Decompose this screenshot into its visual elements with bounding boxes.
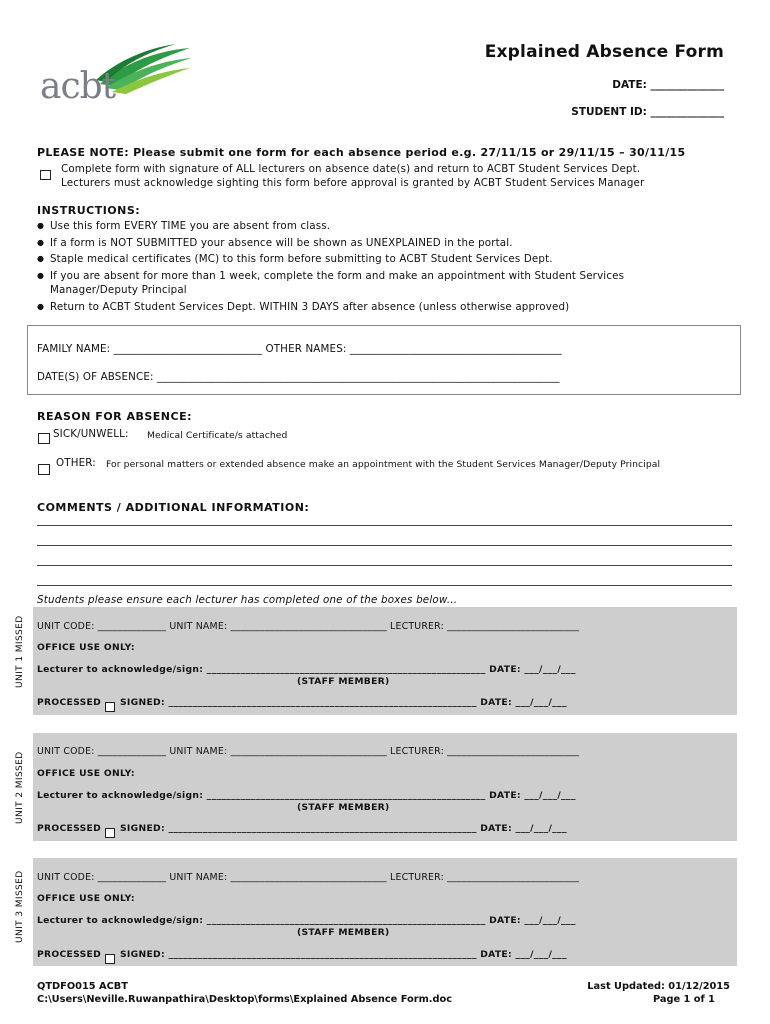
signed-field[interactable]: SIGNED: _______________________________________________________________ DATE: ___/___/___ [120, 697, 567, 708]
form-title: Explained Absence Form [484, 42, 724, 62]
unit-code-field[interactable]: UNIT CODE: ______________ UNIT NAME: ________________________________ LECTURER: ___________________________ [37, 621, 580, 632]
instructions-list [37, 219, 717, 317]
sick-checkbox[interactable] [38, 428, 50, 447]
note-line-2: Lecturers must acknowledge sighting this form before approval is granted by ACBT Student Services Manager [61, 177, 645, 189]
unit-box-2 [33, 733, 737, 841]
office-use-label: OFFICE USE ONLY: [37, 893, 135, 904]
absence-dates-field[interactable]: DATE(S) OF ABSENCE: ____________________________________________________________________________ [37, 371, 560, 383]
form-code: QTDFO015 ACBT [37, 981, 128, 992]
other-description: For personal matters or extended absence make an appointment with the Student Services Manager/Deputy Principal [106, 459, 661, 470]
date-field[interactable]: DATE: ______________ [612, 79, 724, 91]
instruction-item: ● Use this form EVERY TIME you are absent from class. [37, 219, 717, 234]
instruction-item: ● If a form is NOT SUBMITTED your absence will be shown as UNEXPLAINED in the portal. [37, 236, 717, 251]
sick-description: Medical Certificate/s attached [147, 430, 288, 441]
instruction-item: ● Return to ACBT Student Services Dept. WITHIN 3 DAYS after absence (unless otherwise approved) [37, 300, 717, 315]
logo-text: acbt [40, 66, 116, 107]
office-use-label: OFFICE USE ONLY: [37, 768, 135, 779]
processed-label: PROCESSED [37, 949, 102, 960]
office-use-label: OFFICE USE ONLY: [37, 642, 135, 653]
processed-label: PROCESSED [37, 697, 102, 708]
comment-line[interactable] [37, 545, 732, 546]
lecturer-acknowledge-field[interactable]: Lecturer to acknowledge/sign: _________________________________________________________ DATE: ___/___/___ [37, 790, 576, 801]
staff-member-label: (STAFF MEMBER) [297, 676, 390, 687]
lecturer-boxes-instruction: Students please ensure each lecturer has completed one of the boxes below... [37, 594, 458, 606]
reason-heading: REASON FOR ABSENCE: [37, 410, 192, 423]
staff-member-label: (STAFF MEMBER) [297, 927, 390, 938]
please-note-heading: PLEASE NOTE: Please submit one form for each absence period e.g. 27/11/15 or 29/11/15 – 30/11/15 [37, 146, 686, 159]
instructions-heading: INSTRUCTIONS: [37, 204, 141, 217]
note-checkbox[interactable] [40, 164, 51, 183]
staff-member-label: (STAFF MEMBER) [297, 802, 390, 813]
lecturer-acknowledge-field[interactable]: Lecturer to acknowledge/sign: _________________________________________________________ DATE: ___/___/___ [37, 664, 576, 675]
processed-checkbox[interactable] [105, 948, 115, 967]
student-id-field[interactable]: STUDENT ID: ______________ [571, 106, 724, 118]
comments-heading: COMMENTS / ADDITIONAL INFORMATION: [37, 501, 310, 514]
other-label: OTHER: [56, 457, 96, 469]
acbt-logo [40, 44, 200, 110]
other-checkbox[interactable] [38, 459, 50, 478]
comment-line[interactable] [37, 565, 732, 566]
unit-box-1 [33, 607, 737, 715]
unit-2-side-label: UNIT 2 MISSED [15, 751, 25, 824]
processed-checkbox[interactable] [105, 696, 115, 715]
unit-1-side-label: UNIT 1 MISSED [15, 615, 25, 688]
family-name-field[interactable]: FAMILY NAME: ____________________________ OTHER NAMES: ________________________________________ [37, 343, 562, 355]
unit-box-3 [33, 858, 737, 966]
comment-line[interactable] [37, 525, 732, 526]
unit-3-side-label: UNIT 3 MISSED [15, 870, 25, 943]
comment-line[interactable] [37, 585, 732, 586]
instruction-item: ● If you are absent for more than 1 week, complete the form and make an appointment with Student Services Manager/Deputy Principal [37, 269, 717, 298]
last-updated: Last Updated: 01/12/2015 [587, 981, 730, 992]
unit-code-field[interactable]: UNIT CODE: ______________ UNIT NAME: ________________________________ LECTURER: ___________________________ [37, 872, 580, 883]
page-number: Page 1 of 1 [652, 994, 715, 1005]
unit-code-field[interactable]: UNIT CODE: ______________ UNIT NAME: ________________________________ LECTURER: ___________________________ [37, 746, 580, 757]
note-line-1: Complete form with signature of ALL lecturers on absence date(s) and return to ACBT Student Services Dept. [61, 163, 641, 175]
sick-label: SICK/UNWELL: [53, 428, 129, 440]
file-path: C:\Users\Neville.Ruwanpathira\Desktop\forms\Explained Absence Form.doc [37, 994, 453, 1005]
processed-checkbox[interactable] [105, 822, 115, 841]
signed-field[interactable]: SIGNED: _______________________________________________________________ DATE: ___/___/___ [120, 949, 567, 960]
student-details-box [27, 325, 741, 395]
signed-field[interactable]: SIGNED: _______________________________________________________________ DATE: ___/___/___ [120, 823, 567, 834]
processed-label: PROCESSED [37, 823, 102, 834]
lecturer-acknowledge-field[interactable]: Lecturer to acknowledge/sign: _________________________________________________________ DATE: ___/___/___ [37, 915, 576, 926]
instruction-item: ● Staple medical certificates (MC) to this form before submitting to ACBT Student Services Dept. [37, 252, 717, 267]
